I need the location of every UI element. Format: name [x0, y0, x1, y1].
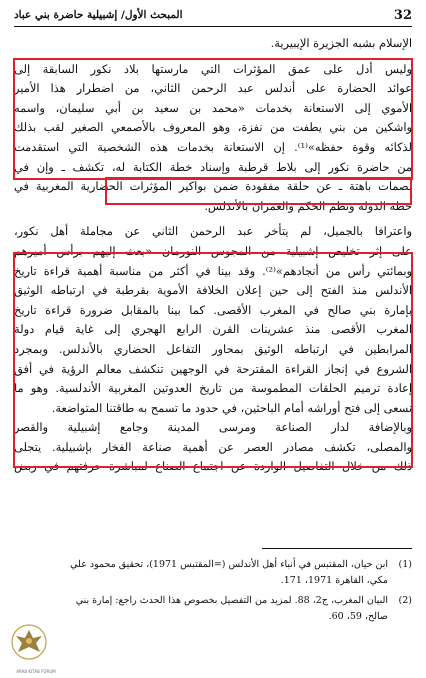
text-line: وليس أدل على عمق المؤثرات التي مارستها بلاد نكور السابقة إلى — [14, 61, 412, 76]
page-number: 32 — [393, 8, 412, 23]
text-line: المرابطين في ارتباطه الوثيق بمحاور التفاعل الحضاري بالأندلس. وبمجرد — [14, 341, 412, 356]
text-line: خطة الدولة ونظم الحكم والعمران بالأندلس. — [204, 198, 412, 213]
header-rule — [14, 26, 412, 27]
footnote-number: (2) — [398, 595, 412, 606]
page-header — [14, 6, 412, 26]
running-head: المبحث الأول/ إشبيلية حاضرة بني عباد — [14, 9, 183, 21]
footnote-line: ابن حيان، المقتبس في أنباء أهل الأندلس (=المقتبس 1971)، تحقيق محمود علي — [70, 559, 388, 570]
text-line: واعترافا بالجميل، لم يتأخر عبد الرحمن الثاني عن مجاملة أهل نكور، — [14, 224, 412, 239]
text-line: إعادة ترميم الحلقات المطموسة من تاريخ العدوتين المغربية الأندلسية. وهو ما — [14, 381, 412, 396]
text-line: والمصلى، تكشف مصادر العصر عن أهمية صناعة الفخار بإشبيلية. يتجلى — [14, 439, 412, 454]
footnote-rule — [262, 548, 412, 549]
text-line: وبالإضافة لدار الصناعة ومرسى المدينة وجامع إشبيلية والقصر — [14, 420, 412, 435]
watermark-text: ARAB KITAB FORUM — [16, 669, 56, 674]
text-line: بإمارة بني صالح في المغرب الأقصى. كما بينا بالمقابل ضرورة قراءة تاريخ — [14, 302, 412, 317]
footnote-text — [14, 557, 388, 589]
text-line: الأندلس منذ الفتح إلى حين إعلان الخلافة الأموية بقرطبة في ارتباطه الوثيق — [14, 283, 412, 298]
text-line: عوائد الحضارة على أندلس عبد الرحمن الثاني، من اضطرار هذا الأمير — [14, 81, 412, 96]
text-line: من حاضرة نكور إلى بلاط قرطبة وإسناد خطة الكتابة له، تكشف ـ وإن في — [14, 159, 412, 174]
text-line: واشكين من بني يطفت من نفزة، وهو المعروف بالأصمعي الصغير لقب بذلك — [14, 120, 412, 135]
footnote-number: (1) — [398, 559, 412, 570]
footnote-text — [14, 593, 388, 625]
footnote-2 — [14, 593, 412, 625]
body-text — [14, 34, 412, 477]
text-line: ذلك من خلال التفاصيل الواردة عن اجتماع الصناع لمباشرة حرفتهم في ربض — [14, 459, 412, 474]
text-line: المغرب الأقصى منذ عشرينات القرن الرابع الهجري إلى غاية قيام دولة — [14, 322, 412, 337]
footnote-line: مكي، القاهرة 1971، 171. — [280, 575, 388, 586]
text-line: لذكائه وقوة حفظه»⁽¹⁾. إن الاستعانة بخدمات هذه الشخصية التي استقدمت — [14, 139, 412, 154]
text-line: على إثر تخليص إشبيلية من المجوس النورمان «بعث إليهم برأس أميرهم — [14, 243, 412, 258]
text-line: الإسلام بشبه الجزيرة الإيبيرية. — [270, 36, 412, 50]
eagle-icon — [6, 622, 52, 666]
footnotes — [14, 548, 412, 629]
forum-logo-watermark — [6, 622, 56, 674]
footnote-line: البيان المغرب، ج2، 88. لمزيد من التفصيل بخصوص هذا الحدث راجع: إمارة بني — [75, 595, 388, 606]
text-line: وبمائتي رأس من أنجادهم»⁽²⁾. وقد بينا في أكثر من مناسبة أهمية قراءة تاريخ — [14, 263, 412, 278]
text-line: الأموي إلى الاستعانة بخدمات «محمد بن سعيد بن أبي سليمان، واسمه — [14, 100, 412, 115]
footnote-line: صالح، 59، 60. — [328, 611, 388, 622]
text-line: نسعى إلى فتح أوراشه أمام الباحثين، في حدود ما تسمح به طاقتنا المتواضعة. — [51, 400, 412, 415]
text-line: بصمات باهتة ـ عن حلقة مفقودة ضمن بواكير المؤثرات الحضارية المغربية في — [14, 179, 412, 194]
text-line: الشروع في إنجاز القراءة المقترحة في الوجهين تنكشف معالم الرؤية في أفق — [14, 361, 412, 376]
footnote-1 — [14, 557, 412, 589]
